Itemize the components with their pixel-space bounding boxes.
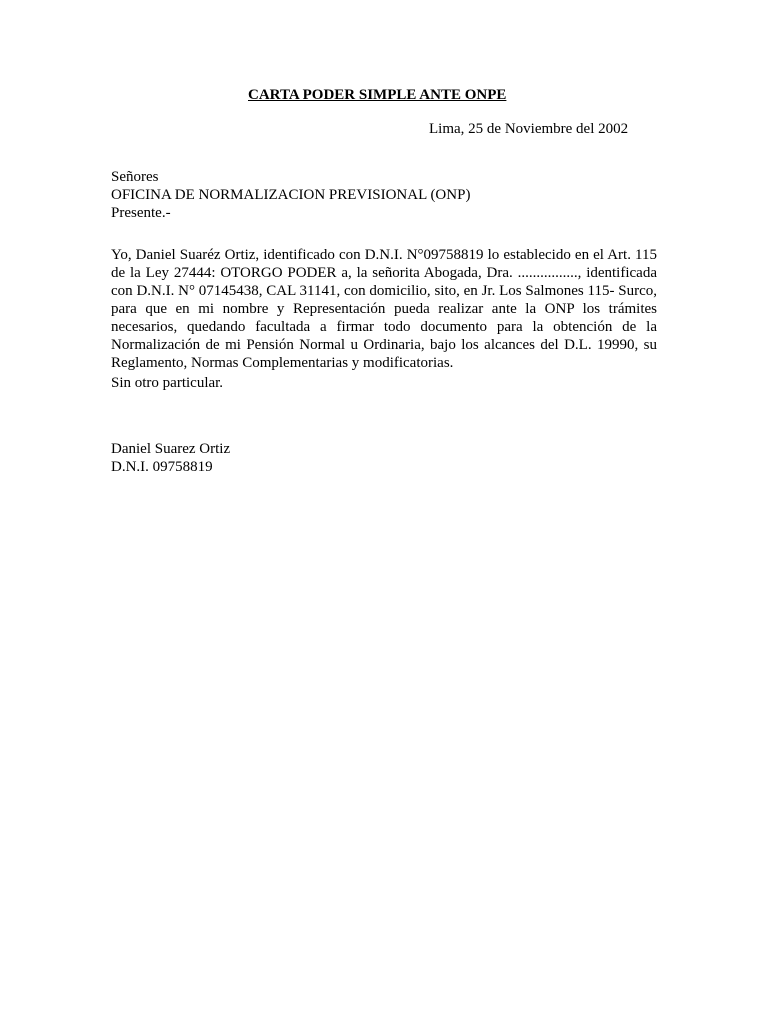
organization-name: OFICINA DE NORMALIZACION PREVISIONAL (ONP) [111, 187, 471, 203]
signature-block [111, 440, 230, 476]
letter-body: Yo, Daniel Suaréz Ortiz, identificado con D.N.I. N°09758819 lo establecido en el Art. 115 de la Ley 27444: OTORGO PODER a, la señorita Abogada, Dra. ................, identificada con D.N.I. N° 07145438, CAL 31141, con domicilio, sito, en Jr. Los Salmones 115- Surco, para que en mi nombre y Representación pueda realizar ante la ONP los trámites necesarios, quedando facultada a firmar todo documento para la obtención de la Normalización de mi Pensión Normal u Ordinaria, bajo los alcances del D.L. 19990, su Reglamento, Normas Complementarias y modificatorias. [111, 247, 657, 371]
addressee-block [111, 168, 470, 222]
salutation: Señores [111, 169, 159, 185]
date-line: Lima, 25 de Noviembre del 2002 [429, 121, 629, 137]
signer-name: Daniel Suarez Ortiz [111, 441, 231, 457]
signer-id: D.N.I. 09758819 [111, 459, 213, 475]
closing-line: Sin otro particular. [111, 375, 224, 391]
document-title: CARTA PODER SIMPLE ANTE ONPE [248, 87, 507, 103]
presente-line: Presente.- [111, 205, 171, 221]
